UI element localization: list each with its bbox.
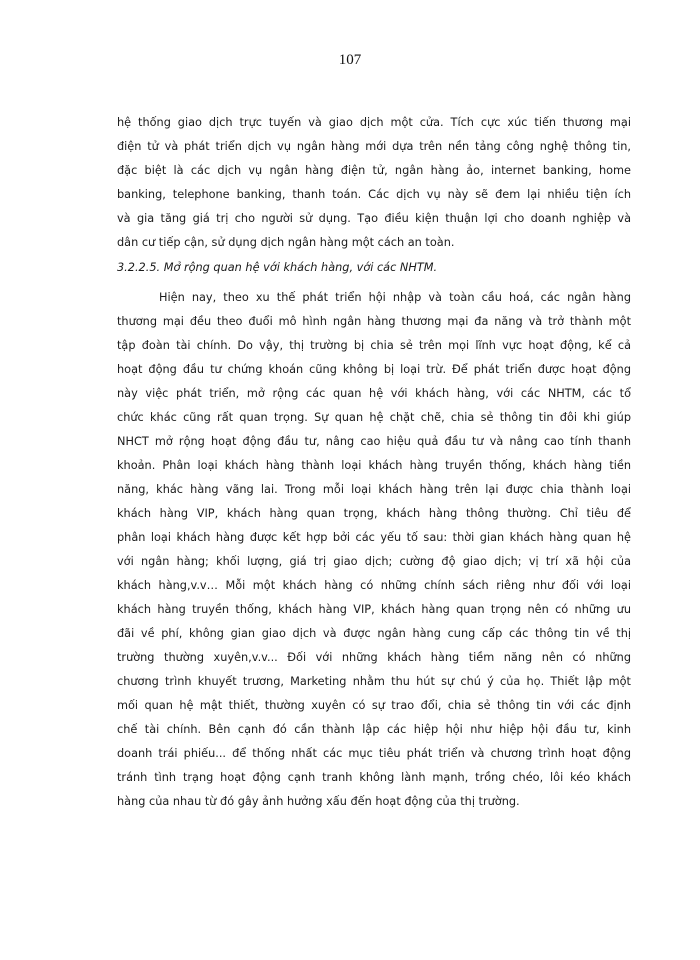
paragraph-line: thương mại đều theo đuổi mô hình ngân hàng thương mại đa năng và trở thành một: [117, 315, 631, 328]
paragraph-line: hàng của nhau từ đó gây ảnh hưởng xấu đến hoạt động của thị trường.: [117, 795, 520, 808]
paragraph-line: banking, telephone banking, thanh toán. Các dịch vụ này sẽ đem lại nhiều tiện ích: [117, 188, 631, 201]
paragraph-line: khoản. Phân loại khách hàng thành loại khách hàng truyền thống, khách hàng tiền: [117, 459, 631, 472]
paragraph-line: và gia tăng giá trị cho người sử dụng. Tạo điều kiện thuận lợi cho doanh nghiệp và: [117, 212, 631, 225]
paragraph-line: hoạt động đầu tư chứng khoán cũng không bị loại trừ. Để phát triển được hoạt động: [117, 363, 631, 376]
paragraph-line: Hiện nay, theo xu thế phát triển hội nhập và toàn cầu hoá, các ngân hàng: [159, 291, 631, 304]
paragraph-line: hệ thống giao dịch trực tuyến và giao dịch một cửa. Tích cực xúc tiến thương mại: [117, 116, 631, 129]
paragraph-line: điện tử và phát triển dịch vụ ngân hàng mới dựa trên nền tảng công nghệ thông tin,: [117, 140, 631, 153]
paragraph-line: doanh trái phiếu... để thống nhất các mục tiêu phát triển và chương trình hoạt động: [117, 747, 631, 760]
paragraph-line: trường thường xuyên,v.v... Đối với những khách hàng tiềm năng nên có những: [117, 651, 631, 664]
paragraph-line: NHCT mở rộng hoạt động đầu tư, nâng cao hiệu quả đầu tư và nâng cao tính thanh: [117, 435, 631, 448]
paragraph-line: mối quan hệ mật thiết, thường xuyên có sự trao đổi, chia sẻ thông tin với các định: [117, 699, 631, 712]
paragraph-line: này việc phát triển, mở rộng các quan hệ với khách hàng, với các NHTM, các tổ: [117, 387, 631, 400]
paragraph-line: dân cư tiếp cận, sử dụng dịch ngân hàng một cách an toàn.: [117, 236, 455, 249]
paragraph-line: năng, khác hàng vãng lai. Trong mỗi loại khách hàng trên lại được chia thành loại: [117, 483, 631, 496]
paragraph-line: tránh tình trạng hoạt động cạnh tranh không lành mạnh, trồng chéo, lôi kéo khách: [117, 771, 631, 784]
paragraph-line: chức khác cũng rất quan trọng. Sự quan hệ chặt chẽ, chia sẻ thông tin đôi khi giúp: [117, 411, 631, 424]
paragraph-line: tập đoàn tài chính. Do vậy, thị trường bị chia sẻ trên mọi lĩnh vực hoạt động, kể cả: [117, 339, 631, 352]
paragraph-line: đãi về phí, không gian giao dịch và được ngân hàng cung cấp các thông tin về thị: [117, 627, 631, 640]
paragraph-line: phân loại khách hàng được kết hợp bởi các yếu tố sau: thời gian khách hàng quan hệ: [117, 531, 631, 544]
paragraph-digital-banking: [117, 111, 631, 255]
document-body: [117, 111, 631, 814]
paragraph-line: khách hàng VIP, khách hàng quan trọng, khách hàng thông thường. Chỉ tiêu để: [117, 507, 631, 520]
paragraph-line: đặc biệt là các dịch vụ ngân hàng điện tử, ngân hàng ảo, internet banking, home: [117, 164, 631, 177]
paragraph-line: khách hàng truyền thống, khách hàng VIP, khách hàng quan trọng nên có những ưu: [117, 603, 631, 616]
paragraph-line: với ngân hàng; khối lượng, giá trị giao dịch; cường độ giao dịch; vị trí xã hội của: [117, 555, 631, 568]
paragraph-line: chương trình khuyết trương, Marketing nhằm thu hút sự chú ý của họ. Thiết lập một: [117, 675, 631, 688]
paragraph-line: khách hàng,v.v… Mỗi một khách hàng có những chính sách riêng như đối với loại: [117, 579, 631, 592]
paragraph-customer-relations: [117, 286, 631, 814]
page-number: 107: [338, 52, 362, 68]
paragraph-line: chế tài chính. Bên cạnh đó cần thành lập các hiệp hội như hiệp hội đầu tư, kinh: [117, 723, 631, 736]
section-heading: 3.2.2.5. Mở rộng quan hệ với khách hàng, với các NHTM.: [117, 261, 438, 274]
